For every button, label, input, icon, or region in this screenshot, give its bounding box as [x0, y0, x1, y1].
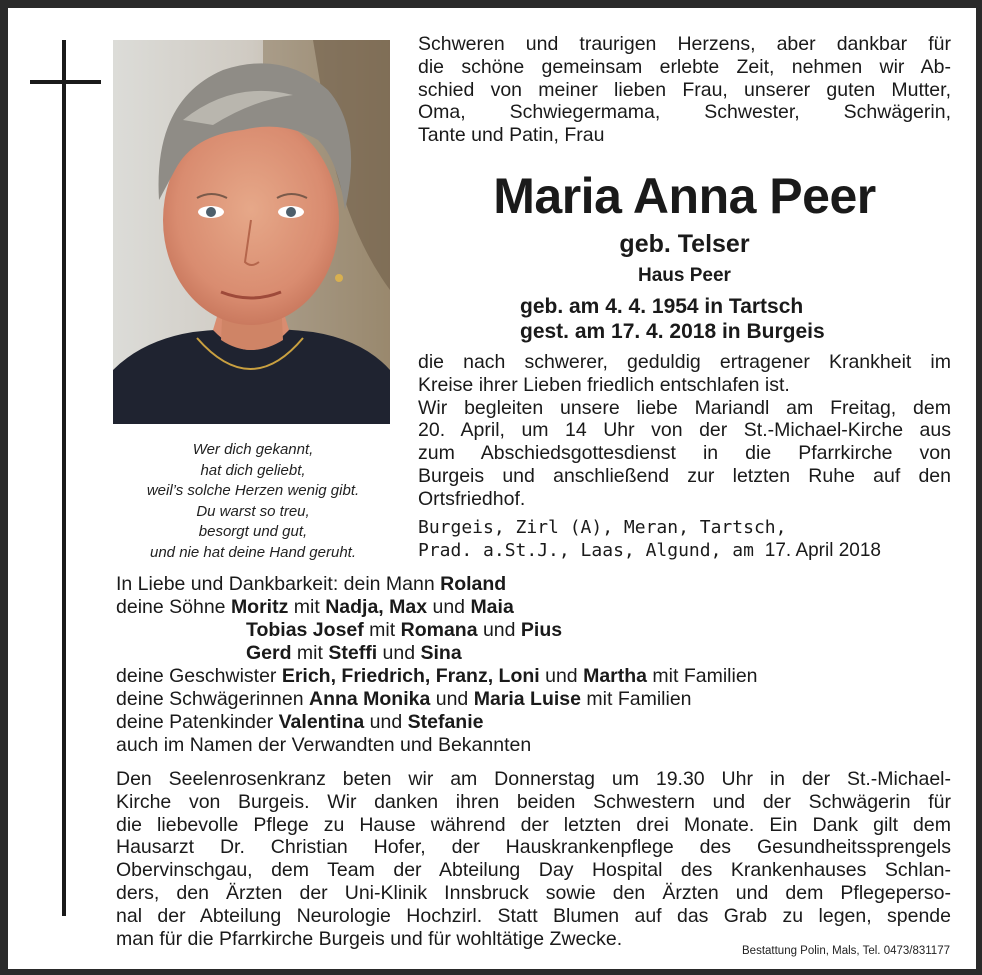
places-line: Burgeis, Zirl (A), Meran, Tartsch,: [418, 517, 787, 538]
poem-line: besorgt und gut,: [198, 523, 308, 540]
family-text: mit: [288, 596, 326, 618]
places-text: Prad. a.St.J., Laas, Algund, am: [418, 540, 754, 561]
family-member: Erich, Friedrich, Franz, Loni: [281, 665, 540, 687]
family-text: mit: [363, 619, 401, 641]
funeral-line: zum Abschiedsgottesdienst in die Pfarrkirche von: [418, 442, 951, 465]
poem-line: Wer dich gekannt,: [192, 441, 314, 458]
family-line: [116, 711, 956, 734]
family-text: deine Schwägerinnen: [116, 688, 309, 710]
closing-paragraph: [116, 768, 951, 950]
family-member: Valentina: [278, 711, 365, 733]
death-date: gest. am 17. 4. 2018 in Burgeis: [520, 320, 825, 343]
house-name: Haus Peer: [638, 265, 731, 286]
notice-date: 17. April 2018: [764, 540, 881, 561]
family-text: In Liebe und Dankbarkeit: dein Mann: [116, 573, 441, 595]
family-member: Stefanie: [407, 711, 484, 733]
family-line: [116, 619, 956, 642]
intro-paragraph: [418, 33, 951, 147]
family-text: und: [364, 711, 408, 733]
poem-line: weil’s solche Herzen wenig gibt.: [146, 482, 360, 499]
family-member: Roland: [440, 573, 507, 595]
closing-line: man für die Pfarrkirche Burgeis und für wohltätige Zwecke.: [116, 927, 623, 950]
family-text: deine Patenkinder: [116, 711, 279, 733]
family-member: Nadja, Max: [325, 596, 428, 618]
family-member: Sina: [420, 642, 462, 664]
family-text: mit Familien: [581, 688, 692, 710]
poem-line: Du warst so treu,: [196, 502, 310, 520]
family-line: [116, 573, 956, 596]
intro-line: die schöne gemeinsam erlebte Zeit, nehmen wir Ab-: [418, 55, 951, 78]
family-text: und: [377, 642, 421, 664]
place-and-date: [418, 516, 948, 562]
intro-line: Tante und Patin, Frau: [418, 124, 605, 147]
family-member: Anna Monika: [308, 688, 431, 710]
family-list: [116, 573, 956, 757]
cross-horizontal-bar: [30, 80, 101, 84]
intro-line: Schweren und traurigen Herzens, aber dankbar für: [418, 33, 951, 55]
portrait-photo: [113, 40, 390, 424]
family-text: deine Söhne: [116, 596, 231, 618]
family-line: [116, 642, 956, 665]
funeral-line: Burgeis und anschließend zur letzten Ruhe auf den: [418, 464, 951, 487]
closing-line: Obervinschgau, dem Team der Abteilung Day Hospital des Krankenhauses Schlan-: [116, 859, 951, 882]
funeral-line: Wir begleiten unsere liebe Mariandl am Freitag, dem: [418, 396, 951, 419]
family-member: Moritz: [230, 596, 289, 618]
funeral-line: Ortsfriedhof.: [418, 487, 526, 510]
intro-line: Oma, Schwiegermama, Schwester, Schwägerin,: [418, 101, 951, 124]
undertaker-credit: Bestattung Polin, Mals, Tel. 0473/831177: [742, 945, 950, 957]
maiden-name: geb. Telser: [619, 230, 750, 258]
deceased-name: Maria Anna Peer: [493, 168, 876, 224]
family-text: und: [430, 688, 474, 710]
family-line: [116, 688, 956, 711]
closing-line: Den Seelenrosenkranz beten wir am Donnerstag um 19.30 Uhr in der St.-Michael-: [116, 768, 951, 790]
closing-line: ders, den Ärzten der Uni-Klinik Innsbruck sowie den Ärzten und dem Pflegeperso-: [116, 881, 951, 904]
intro-line: schied von meiner lieben Frau, unserer guten Mutter,: [418, 78, 951, 101]
family-member: Tobias Josef: [246, 619, 364, 641]
family-member: Maria Luise: [473, 688, 581, 710]
family-text: deine Geschwister: [116, 665, 282, 687]
funeral-line: die nach schwerer, geduldig ertragener Krankheit im: [418, 351, 951, 373]
family-text: mit: [291, 642, 329, 664]
family-text: und: [539, 665, 584, 687]
funeral-line: Kreise ihrer Lieben friedlich entschlafen ist.: [418, 373, 790, 396]
family-line: [116, 665, 956, 688]
family-member: Gerd: [246, 642, 292, 664]
family-member: Steffi: [328, 642, 378, 664]
poem-line: hat dich geliebt,: [200, 461, 306, 479]
memorial-poem: [108, 440, 398, 563]
closing-line: nal der Abteilung Neurologie Hochzirl. Statt Blumen auf das Grab zu legen, spende: [116, 904, 951, 927]
family-text: und: [427, 596, 471, 618]
family-text: und: [477, 619, 521, 641]
family-member: Maia: [470, 596, 514, 618]
life-dates: [520, 294, 825, 344]
cross-vertical-bar: [62, 40, 66, 916]
family-text: mit Familien: [647, 665, 758, 687]
family-member: Martha: [583, 665, 648, 687]
birth-date: geb. am 4. 4. 1954 in Tartsch: [520, 295, 804, 318]
family-member: Pius: [520, 619, 563, 641]
funeral-line: 20. April, um 14 Uhr von der St.-Michael-Kirche aus: [418, 419, 951, 442]
places-line-2: [418, 539, 948, 562]
family-line: auch im Namen der Verwandten und Bekannten: [116, 734, 532, 756]
closing-line: die liebevolle Pflege zu Hause während der letzten drei Monate. Ein Dank gilt dem: [116, 813, 951, 836]
family-member: Romana: [400, 619, 478, 641]
funeral-paragraph: [418, 351, 951, 511]
family-line: [116, 596, 956, 619]
poem-line: und nie hat deine Hand geruht.: [150, 543, 356, 561]
closing-line: Kirche von Burgeis. Wir danken ihren beiden Schwestern und der Schwägerin für: [116, 790, 951, 813]
closing-line: Hausarzt Dr. Christian Hofer, der Hauskrankenpflege des Gesundheitssprengels: [116, 836, 951, 859]
